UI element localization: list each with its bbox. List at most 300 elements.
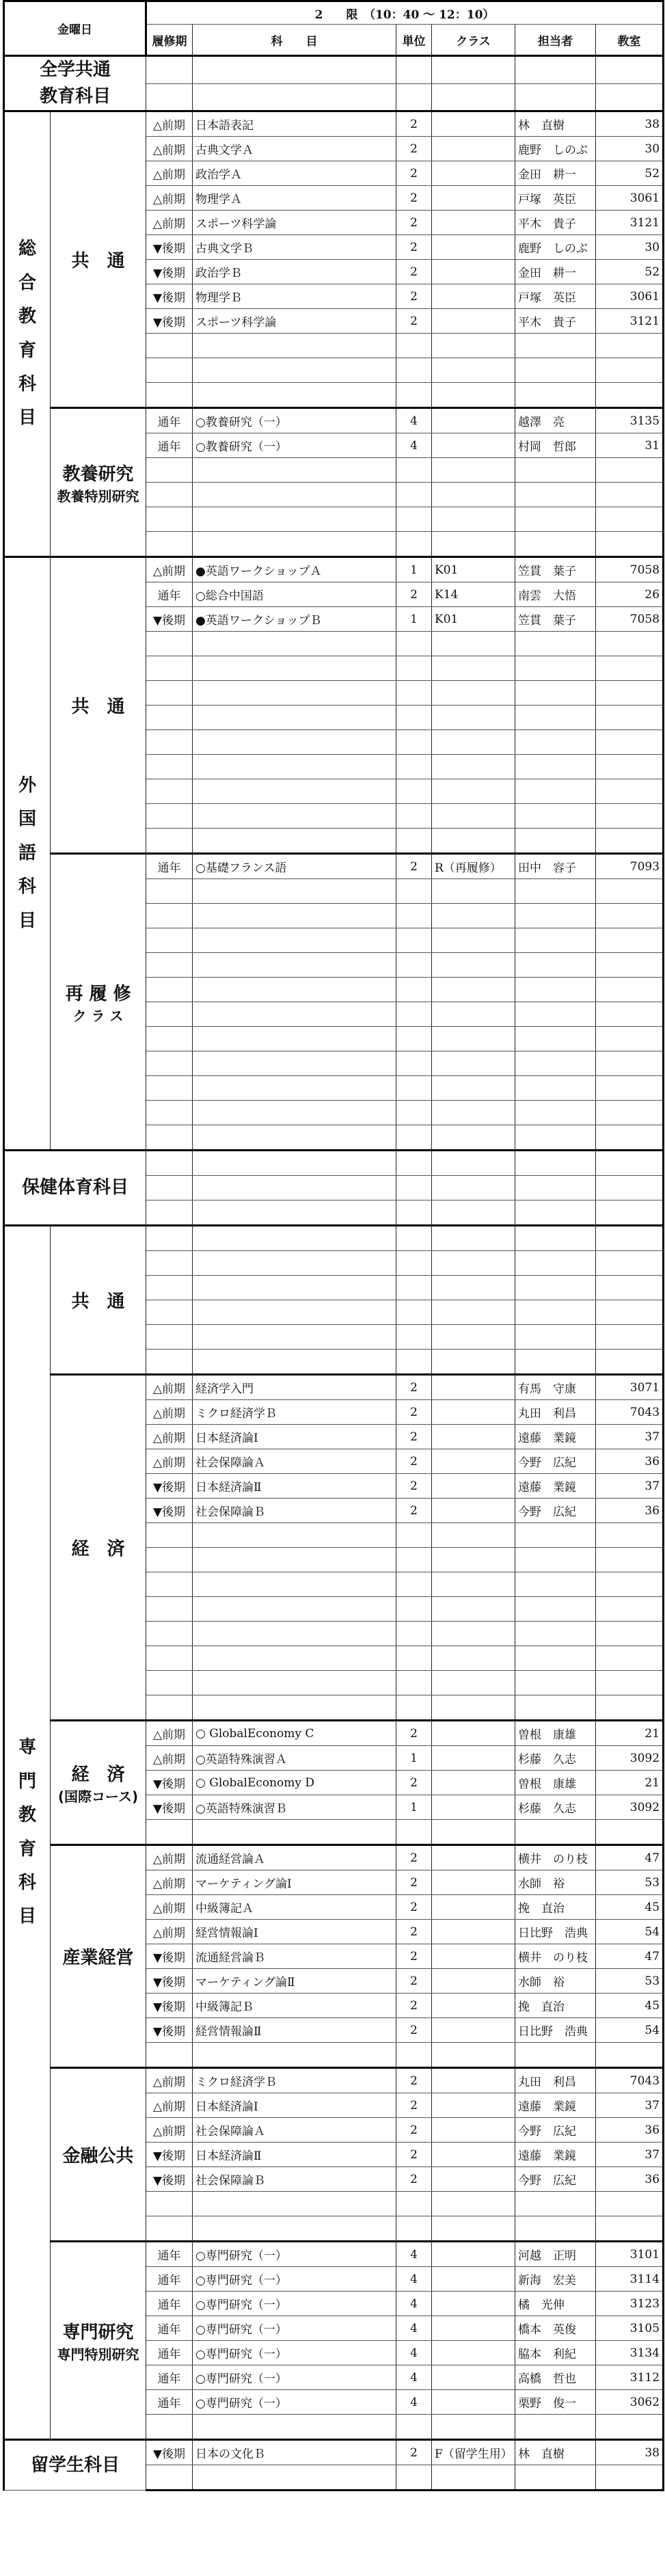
class-cell xyxy=(432,1895,515,1920)
semester-cell: △前期 xyxy=(146,1895,193,1920)
semester-cell xyxy=(146,1101,193,1125)
subject-cell xyxy=(193,1695,396,1721)
class-cell xyxy=(432,1820,515,1845)
teacher-cell xyxy=(515,730,596,755)
subject-cell: ミクロ経済学Ｂ xyxy=(193,1400,396,1425)
room-cell xyxy=(596,1523,664,1548)
teacher-cell: 平木 貴子 xyxy=(515,211,596,235)
unit-cell: 2 xyxy=(396,2143,432,2167)
room-cell: 3123 xyxy=(596,2292,664,2316)
room-cell: 53 xyxy=(596,1870,664,1895)
subject-cell xyxy=(193,632,396,656)
teacher-cell: 曽根 康雄 xyxy=(515,1721,596,1746)
semester-cell: △前期 xyxy=(146,1746,193,1771)
unit-cell: 2 xyxy=(396,854,432,879)
teacher-cell xyxy=(515,2415,596,2440)
teacher-cell xyxy=(515,2043,596,2068)
class-cell xyxy=(432,1523,515,1548)
room-cell xyxy=(596,507,664,532)
room-cell xyxy=(596,1695,664,1721)
class-cell xyxy=(432,211,515,235)
unit-cell xyxy=(396,1548,432,1572)
subject-cell xyxy=(193,2216,396,2242)
subsection-label xyxy=(51,557,146,854)
unit-cell xyxy=(396,904,432,928)
day-title: 金曜日 xyxy=(4,1,146,56)
class-cell xyxy=(432,260,515,284)
teacher-cell: 脇本 利紀 xyxy=(515,2341,596,2365)
teacher-cell xyxy=(515,1695,596,1721)
subject-cell: ○英語特殊演習Ａ xyxy=(193,1746,396,1771)
class-cell xyxy=(432,1002,515,1027)
class-cell xyxy=(432,2316,515,2341)
semester-cell: ▼後期 xyxy=(146,309,193,334)
unit-cell xyxy=(396,1027,432,1051)
teacher-cell xyxy=(515,1350,596,1375)
teacher-cell xyxy=(515,2192,596,2216)
subsection-subtitle: 教養特別研究 xyxy=(57,487,139,505)
room-cell: 36 xyxy=(596,2167,664,2192)
empty-row xyxy=(4,1226,664,1251)
class-cell xyxy=(432,483,515,507)
teacher-cell xyxy=(515,532,596,557)
subject-cell xyxy=(193,1548,396,1572)
section-label-gaikoku: 外 国 語 科 目 xyxy=(4,557,51,1151)
teacher-cell xyxy=(515,879,596,904)
unit-cell xyxy=(396,804,432,829)
subsection-title: 共 通 xyxy=(71,697,125,717)
room-cell: 30 xyxy=(596,235,664,260)
unit-cell xyxy=(396,2216,432,2242)
unit-cell: 2 xyxy=(396,186,432,211)
room-cell xyxy=(596,1548,664,1572)
class-cell xyxy=(432,2267,515,2292)
subject-cell xyxy=(193,1523,396,1548)
room-cell: 54 xyxy=(596,2018,664,2043)
semester-cell xyxy=(146,1350,193,1375)
subject-cell: 日本経済論Ⅱ xyxy=(193,1474,396,1499)
class-cell xyxy=(432,1969,515,1994)
class-cell xyxy=(432,681,515,706)
semester-cell: △前期 xyxy=(146,2118,193,2143)
unit-cell xyxy=(396,755,432,779)
room-cell: 52 xyxy=(596,161,664,186)
teacher-cell xyxy=(515,1671,596,1695)
subject-cell: ○専門研究（一） xyxy=(193,2292,396,2316)
semester-cell: ▼後期 xyxy=(146,2143,193,2167)
unit-cell xyxy=(396,1820,432,1845)
unit-cell: 2 xyxy=(396,1499,432,1523)
unit-cell xyxy=(396,730,432,755)
teacher-cell xyxy=(515,904,596,928)
unit-cell: 2 xyxy=(396,309,432,334)
col-unit: 単位 xyxy=(396,25,432,56)
room-cell xyxy=(596,1622,664,1646)
semester-cell: ▼後期 xyxy=(146,235,193,260)
subject-cell xyxy=(193,829,396,854)
room-cell xyxy=(596,1002,664,1027)
subject-cell: ○専門研究（一） xyxy=(193,2365,396,2390)
course-row xyxy=(4,2242,664,2267)
unit-cell xyxy=(396,2192,432,2216)
class-cell xyxy=(432,507,515,532)
semester-cell: △前期 xyxy=(146,1721,193,1746)
unit-cell: 2 xyxy=(396,161,432,186)
class-cell xyxy=(432,433,515,458)
class-cell xyxy=(432,1920,515,1944)
subject-cell xyxy=(193,1572,396,1597)
semester-cell xyxy=(146,1176,193,1200)
unit-cell xyxy=(396,383,432,408)
room-cell: 37 xyxy=(596,2093,664,2118)
subject-cell: 日本語表記 xyxy=(193,111,396,137)
semester-cell xyxy=(146,56,193,84)
unit-cell: 2 xyxy=(396,137,432,161)
class-cell xyxy=(432,2167,515,2192)
teacher-cell xyxy=(515,1125,596,1151)
subject-cell xyxy=(193,904,396,928)
teacher-cell: 水師 裕 xyxy=(515,1969,596,1994)
semester-cell: △前期 xyxy=(146,137,193,161)
unit-cell: 2 xyxy=(396,1375,432,1400)
class-cell xyxy=(432,1125,515,1151)
room-cell: 3105 xyxy=(596,2316,664,2341)
class-cell xyxy=(432,1474,515,1499)
teacher-cell: 橋本 英俊 xyxy=(515,2316,596,2341)
room-cell: 7093 xyxy=(596,854,664,879)
unit-cell: 4 xyxy=(396,2365,432,2390)
teacher-cell: 杉藤 久志 xyxy=(515,1795,596,1820)
subsection-label xyxy=(51,1721,146,1845)
class-cell: F（留学生用） xyxy=(432,2440,515,2465)
teacher-cell: 笠貫 葉子 xyxy=(515,607,596,632)
semester-cell xyxy=(146,706,193,730)
period-label: 2 限 （10：40 ～ 12：10） xyxy=(146,1,664,25)
subsection-label xyxy=(51,1845,146,2068)
class-cell xyxy=(432,2068,515,2093)
subject-cell xyxy=(193,1251,396,1276)
room-cell: 3062 xyxy=(596,2390,664,2415)
subject-cell: 日本経済論Ⅱ xyxy=(193,2143,396,2167)
subject-cell xyxy=(193,681,396,706)
unit-cell xyxy=(396,507,432,532)
unit-cell xyxy=(396,1523,432,1548)
section-label-hoken: 保健体育科目 xyxy=(4,1151,146,1226)
class-cell xyxy=(432,1076,515,1101)
class-cell xyxy=(432,632,515,656)
room-cell: 37 xyxy=(596,1474,664,1499)
teacher-cell xyxy=(515,755,596,779)
teacher-cell xyxy=(515,1051,596,1076)
unit-cell: 4 xyxy=(396,2242,432,2267)
unit-cell xyxy=(396,1350,432,1375)
class-cell xyxy=(432,928,515,953)
class-cell xyxy=(432,1375,515,1400)
subject-cell: スポーツ科学論 xyxy=(193,309,396,334)
semester-cell xyxy=(146,2415,193,2440)
semester-cell xyxy=(146,483,193,507)
class-cell xyxy=(432,83,515,111)
semester-cell: 通年 xyxy=(146,2242,193,2267)
course-row xyxy=(4,557,664,582)
teacher-cell xyxy=(515,1572,596,1597)
subject-cell xyxy=(193,1671,396,1695)
section-label-zengaku: 全学共通 教育科目 xyxy=(4,56,146,111)
room-cell xyxy=(596,2216,664,2242)
unit-cell xyxy=(396,779,432,804)
semester-cell xyxy=(146,1200,193,1226)
teacher-cell: 遠藤 業鏡 xyxy=(515,2093,596,2118)
teacher-cell xyxy=(515,1200,596,1226)
subject-cell: ○専門研究（一） xyxy=(193,2341,396,2365)
room-cell xyxy=(596,706,664,730)
semester-cell xyxy=(146,928,193,953)
semester-cell xyxy=(146,458,193,483)
teacher-cell xyxy=(515,83,596,111)
semester-cell: 通年 xyxy=(146,582,193,607)
room-cell xyxy=(596,1325,664,1350)
semester-cell xyxy=(146,1523,193,1548)
subject-cell: 社会保障論Ｂ xyxy=(193,2167,396,2192)
subject-cell xyxy=(193,1002,396,1027)
unit-cell xyxy=(396,2043,432,2068)
teacher-cell: 丸田 利昌 xyxy=(515,2068,596,2093)
unit-cell: 2 xyxy=(396,2068,432,2093)
unit-cell: 2 xyxy=(396,1870,432,1895)
class-cell xyxy=(432,879,515,904)
class-cell xyxy=(432,1870,515,1895)
subject-cell xyxy=(193,928,396,953)
class-cell xyxy=(432,2118,515,2143)
semester-cell: △前期 xyxy=(146,2068,193,2093)
col-semester: 履修期 xyxy=(146,25,193,56)
semester-cell: 通年 xyxy=(146,2365,193,2390)
subject-cell: ○教養研究（一） xyxy=(193,433,396,458)
unit-cell: 2 xyxy=(396,1920,432,1944)
subject-cell: 経済学入門 xyxy=(193,1375,396,1400)
room-cell xyxy=(596,829,664,854)
room-cell xyxy=(596,1051,664,1076)
class-cell xyxy=(432,804,515,829)
class-cell xyxy=(432,532,515,557)
class-cell xyxy=(432,829,515,854)
class-cell xyxy=(432,904,515,928)
teacher-cell xyxy=(515,2465,596,2491)
room-cell xyxy=(596,1572,664,1597)
unit-cell xyxy=(396,1325,432,1350)
room-cell xyxy=(596,358,664,383)
teacher-cell xyxy=(515,1622,596,1646)
room-cell xyxy=(596,1125,664,1151)
semester-cell: △前期 xyxy=(146,1920,193,1944)
subject-cell xyxy=(193,978,396,1002)
class-cell xyxy=(432,1027,515,1051)
subject-cell: ○総合中国語 xyxy=(193,582,396,607)
teacher-cell xyxy=(515,681,596,706)
subject-cell: 社会保障論Ａ xyxy=(193,2118,396,2143)
teacher-cell xyxy=(515,2216,596,2242)
subject-cell xyxy=(193,1151,396,1176)
class-cell xyxy=(432,1671,515,1695)
class-cell xyxy=(432,1101,515,1125)
teacher-cell xyxy=(515,358,596,383)
subject-cell xyxy=(193,804,396,829)
teacher-cell: 橘 光伸 xyxy=(515,2292,596,2316)
teacher-cell: 戸塚 英臣 xyxy=(515,186,596,211)
subject-cell: 中級簿記Ａ xyxy=(193,1895,396,1920)
class-cell xyxy=(432,1325,515,1350)
class-cell xyxy=(432,1548,515,1572)
teacher-cell: 林 直樹 xyxy=(515,2440,596,2465)
class-cell xyxy=(432,358,515,383)
teacher-cell xyxy=(515,56,596,84)
subsection-label xyxy=(51,2068,146,2242)
semester-cell: 通年 xyxy=(146,2316,193,2341)
semester-cell xyxy=(146,1125,193,1151)
semester-cell xyxy=(146,755,193,779)
semester-cell: 通年 xyxy=(146,408,193,433)
subject-cell: 中級簿記Ｂ xyxy=(193,1994,396,2018)
room-cell: 3114 xyxy=(596,2267,664,2292)
subsection-label xyxy=(51,2242,146,2440)
class-cell xyxy=(432,137,515,161)
teacher-cell xyxy=(515,1027,596,1051)
semester-cell xyxy=(146,1276,193,1300)
room-cell xyxy=(596,532,664,557)
room-cell xyxy=(596,2415,664,2440)
room-cell xyxy=(596,83,664,111)
semester-cell: △前期 xyxy=(146,557,193,582)
unit-cell xyxy=(396,953,432,978)
unit-cell xyxy=(396,1151,432,1176)
unit-cell xyxy=(396,1300,432,1325)
subject-cell xyxy=(193,1226,396,1251)
section-label-senmon: 専 門 教 育 科 目 xyxy=(4,1226,51,2440)
class-cell xyxy=(432,186,515,211)
header-row-1 xyxy=(4,1,664,25)
unit-cell: 2 xyxy=(396,2167,432,2192)
teacher-cell xyxy=(515,1076,596,1101)
semester-cell: △前期 xyxy=(146,161,193,186)
teacher-cell xyxy=(515,383,596,408)
room-cell xyxy=(596,2043,664,2068)
teacher-cell xyxy=(515,1002,596,1027)
subject-cell: 政治学Ａ xyxy=(193,161,396,186)
unit-cell xyxy=(396,1226,432,1251)
semester-cell: △前期 xyxy=(146,1845,193,1870)
subject-cell: ○専門研究（一） xyxy=(193,2390,396,2415)
class-cell xyxy=(432,1646,515,1671)
teacher-cell: 遠藤 業鏡 xyxy=(515,1425,596,1449)
room-cell: 7043 xyxy=(596,2068,664,2093)
unit-cell: 2 xyxy=(396,1721,432,1746)
class-cell xyxy=(432,953,515,978)
teacher-cell xyxy=(515,1820,596,1845)
unit-cell xyxy=(396,56,432,84)
unit-cell xyxy=(396,1695,432,1721)
semester-cell xyxy=(146,1597,193,1622)
teacher-cell: 鹿野 しのぶ xyxy=(515,137,596,161)
class-cell xyxy=(432,2093,515,2118)
teacher-cell: 笠貫 葉子 xyxy=(515,557,596,582)
class-cell xyxy=(432,56,515,84)
semester-cell xyxy=(146,779,193,804)
class-cell xyxy=(432,2365,515,2390)
subject-cell xyxy=(193,656,396,681)
subject-cell xyxy=(193,1101,396,1125)
semester-cell xyxy=(146,2043,193,2068)
semester-cell: △前期 xyxy=(146,2093,193,2118)
subsection-subtitle: (国際コース) xyxy=(57,1788,139,1805)
room-cell: 26 xyxy=(596,582,664,607)
unit-cell xyxy=(396,83,432,111)
semester-cell xyxy=(146,1027,193,1051)
section-label-ryugaku: 留学生科目 xyxy=(4,2440,146,2491)
teacher-cell: 挽 直治 xyxy=(515,1895,596,1920)
semester-cell xyxy=(146,1325,193,1350)
subject-cell: 日本経済論Ⅰ xyxy=(193,2093,396,2118)
unit-cell xyxy=(396,2415,432,2440)
subject-cell xyxy=(193,358,396,383)
subsection-label xyxy=(51,408,146,557)
unit-cell xyxy=(396,1597,432,1622)
room-cell: 37 xyxy=(596,2143,664,2167)
subject-cell: 古典文学Ｂ xyxy=(193,235,396,260)
room-cell: 31 xyxy=(596,433,664,458)
teacher-cell: 金田 耕一 xyxy=(515,161,596,186)
class-cell xyxy=(432,1771,515,1795)
teacher-cell xyxy=(515,458,596,483)
unit-cell xyxy=(396,1002,432,1027)
subsection-label xyxy=(51,1226,146,1375)
room-cell xyxy=(596,56,664,84)
teacher-cell: 高橋 哲也 xyxy=(515,2365,596,2390)
class-cell xyxy=(432,1226,515,1251)
class-cell xyxy=(432,408,515,433)
semester-cell xyxy=(146,1151,193,1176)
subject-cell: 社会保障論Ａ xyxy=(193,1449,396,1474)
course-row xyxy=(4,2068,664,2093)
room-cell xyxy=(596,1251,664,1276)
class-cell xyxy=(432,458,515,483)
subject-cell: 流通経営論Ｂ xyxy=(193,1944,396,1969)
class-cell xyxy=(432,1499,515,1523)
class-cell xyxy=(432,2018,515,2043)
semester-cell xyxy=(146,730,193,755)
class-cell xyxy=(432,383,515,408)
class-cell xyxy=(432,1597,515,1622)
semester-cell xyxy=(146,632,193,656)
subject-cell: マーケティング論Ⅱ xyxy=(193,1969,396,1994)
teacher-cell xyxy=(515,656,596,681)
subject-cell xyxy=(193,1646,396,1671)
course-row xyxy=(4,854,664,879)
room-cell xyxy=(596,2192,664,2216)
teacher-cell xyxy=(515,829,596,854)
room-cell: 47 xyxy=(596,1845,664,1870)
subject-cell xyxy=(193,879,396,904)
semester-cell: △前期 xyxy=(146,211,193,235)
col-subject: 科 目 xyxy=(193,25,396,56)
unit-cell: 1 xyxy=(396,1746,432,1771)
class-cell xyxy=(432,2465,515,2491)
subject-cell xyxy=(193,953,396,978)
semester-cell: ▼後期 xyxy=(146,2440,193,2465)
subject-cell xyxy=(193,1622,396,1646)
room-cell xyxy=(596,1646,664,1671)
teacher-cell: 平木 貴子 xyxy=(515,309,596,334)
teacher-cell: 鹿野 しのぶ xyxy=(515,235,596,260)
